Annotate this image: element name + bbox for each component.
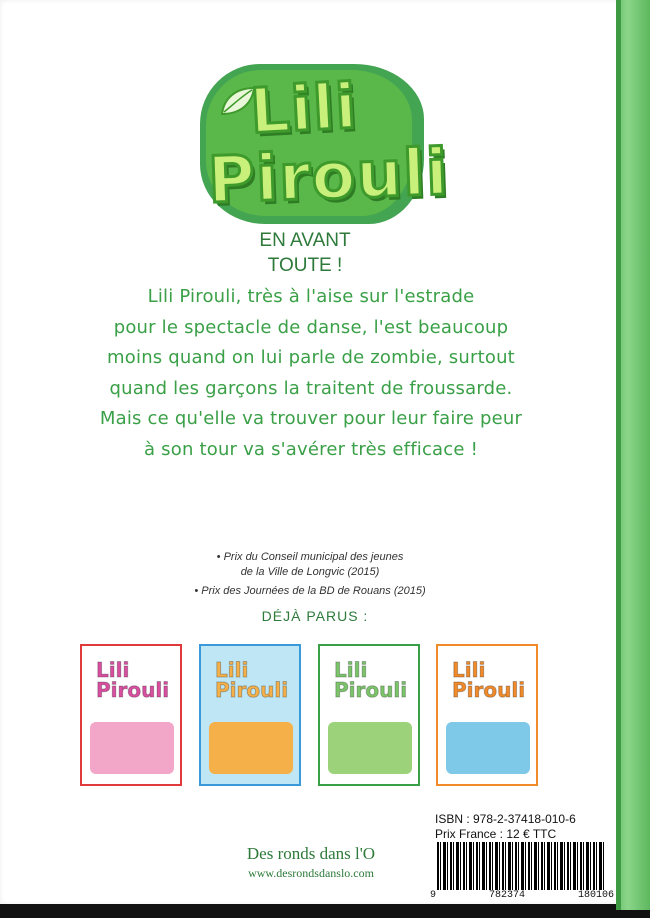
thumbnail-scene	[328, 722, 412, 774]
isbn-block	[435, 812, 605, 842]
award-line: de la Ville de Longvic (2015)	[240, 566, 380, 578]
thumbnail-logo: Lili Pirouli	[452, 658, 526, 702]
awards-list	[160, 550, 460, 599]
price: Prix France : 12 € TTC	[435, 827, 557, 841]
publisher-name: Des ronds dans l'O	[246, 844, 376, 863]
logo-text-line2: Pirouli	[206, 135, 451, 219]
subtitle-line: TOUTE !	[267, 255, 343, 276]
subtitle-line: EN AVANT	[259, 230, 351, 251]
thumbnail-logo: Lili Pirouli	[96, 658, 170, 702]
book-subtitle	[210, 228, 400, 278]
blurb-line: moins quand on lui parle de zombie, surtout	[107, 347, 515, 368]
barcode-digit-group: 9	[430, 890, 437, 901]
book-thumbnail[interactable]	[199, 644, 301, 786]
thumbnail-scene	[446, 722, 530, 774]
book-spine	[616, 0, 650, 910]
already-published-heading: DÉJÀ PARUS :	[261, 608, 369, 624]
series-logo	[196, 56, 451, 228]
isbn-number: ISBN : 978-2-37418-010-6	[435, 812, 576, 826]
blurb-line: à son tour va s'avérer très efficace !	[144, 438, 478, 460]
thumbnail-logo: Lili Pirouli	[215, 658, 289, 702]
blurb-line: Mais ce qu'elle va trouver pour leur faire peur	[99, 408, 523, 429]
thumbnail-scene	[90, 722, 174, 774]
book-blurb	[88, 282, 534, 465]
thumbnail-scene	[209, 722, 293, 774]
award-line: • Prix du Conseil municipal des jeunes	[216, 551, 404, 563]
blurb-line: quand les garçons la traitent de froussarde.	[109, 377, 513, 399]
book-thumbnail[interactable]	[436, 644, 538, 786]
barcode	[437, 842, 605, 890]
barcode-digits	[430, 890, 614, 901]
barcode-digit-group: 180106	[577, 890, 614, 901]
logo-text-line1: Lili	[248, 69, 360, 148]
publisher-website[interactable]: www.desrondsdanslo.com	[248, 866, 374, 880]
award-line: • Prix des Journées de la BD de Rouans (2015)	[194, 585, 426, 597]
thumbnail-logo: Lili Pirouli	[334, 658, 408, 702]
blurb-line: pour le spectacle de danse, l'est beaucoup	[113, 316, 509, 338]
book-thumbnail[interactable]	[80, 644, 182, 786]
spine-fold	[616, 0, 621, 910]
blurb-line: Lili Pirouli, très à l'aise sur l'estrade	[147, 286, 475, 307]
book-thumbnail[interactable]	[318, 644, 420, 786]
barcode-digit-group: 782374	[488, 890, 525, 901]
